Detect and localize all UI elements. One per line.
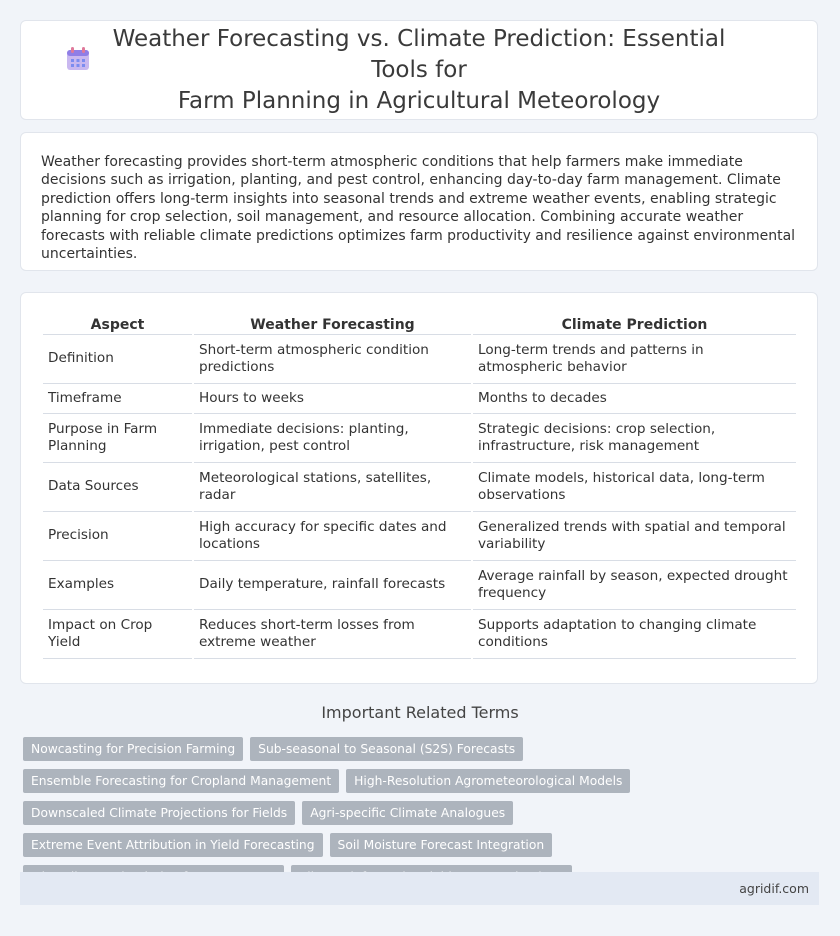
related-terms-list bbox=[23, 737, 803, 889]
cell-weather: High accuracy for specific dates and locations bbox=[194, 512, 471, 561]
page-title-line-1: Weather Forecasting vs. Climate Prediction: Essential Tools for bbox=[112, 25, 726, 83]
title-card bbox=[20, 20, 818, 120]
cell-aspect: Impact on Crop Yield bbox=[43, 610, 192, 659]
cell-weather: Daily temperature, rainfall forecasts bbox=[194, 561, 471, 610]
cell-climate: Supports adaptation to changing climate conditions bbox=[473, 610, 796, 659]
related-terms-title: Important Related Terms bbox=[321, 703, 519, 722]
table-row bbox=[43, 561, 796, 610]
cell-climate: Climate models, historical data, long-term observations bbox=[473, 463, 796, 512]
cell-weather: Hours to weeks bbox=[194, 384, 471, 414]
calendar-icon bbox=[65, 46, 91, 72]
cell-weather: Immediate decisions: planting, irrigation, pest control bbox=[194, 414, 471, 463]
table-row bbox=[43, 610, 796, 659]
related-term-tag[interactable]: Soil Moisture Forecast Integration bbox=[330, 833, 553, 857]
table-row bbox=[43, 384, 796, 414]
cell-climate: Strategic decisions: crop selection, infrastructure, risk management bbox=[473, 414, 796, 463]
cell-aspect: Purpose in Farm Planning bbox=[43, 414, 192, 463]
cell-climate: Months to decades bbox=[473, 384, 796, 414]
comparison-table-card bbox=[20, 292, 818, 684]
comparison-table bbox=[41, 311, 798, 659]
table-row bbox=[43, 512, 796, 561]
footer-site-link[interactable]: agridif.com bbox=[739, 881, 809, 896]
cell-aspect: Data Sources bbox=[43, 463, 192, 512]
cell-climate: Long-term trends and patterns in atmospheric behavior bbox=[473, 335, 796, 384]
cell-aspect: Examples bbox=[43, 561, 192, 610]
cell-climate: Generalized trends with spatial and temporal variability bbox=[473, 512, 796, 561]
related-term-tag[interactable]: Sub-seasonal to Seasonal (S2S) Forecasts bbox=[250, 737, 523, 761]
header-aspect: Aspect bbox=[43, 311, 192, 335]
related-term-tag[interactable]: Downscaled Climate Projections for Fields bbox=[23, 801, 295, 825]
cell-aspect: Definition bbox=[43, 335, 192, 384]
table-header-row bbox=[43, 311, 796, 335]
header-weather-forecasting: Weather Forecasting bbox=[194, 311, 471, 335]
cell-aspect: Timeframe bbox=[43, 384, 192, 414]
related-term-tag[interactable]: Extreme Event Attribution in Yield Forecasting bbox=[23, 833, 323, 857]
related-term-tag[interactable]: High-Resolution Agrometeorological Models bbox=[346, 769, 630, 793]
footer bbox=[20, 872, 819, 905]
related-term-tag[interactable]: Ensemble Forecasting for Cropland Management bbox=[23, 769, 339, 793]
page-title bbox=[21, 24, 817, 117]
cell-weather: Meteorological stations, satellites, radar bbox=[194, 463, 471, 512]
cell-aspect: Precision bbox=[43, 512, 192, 561]
related-term-tag[interactable]: Agri-specific Climate Analogues bbox=[302, 801, 513, 825]
table-row bbox=[43, 414, 796, 463]
cell-climate: Average rainfall by season, expected drought frequency bbox=[473, 561, 796, 610]
intro-paragraph: Weather forecasting provides short-term atmospheric conditions that help farmers make immediate decisions such as irrigation, planting, and pest control, enhancing day-to-day farm management. Climate prediction offers long-term insights into seasonal trends and extreme weather events, enabling strategic planning for crop selection, soil management, and resource allocation. Combining accurate weather forecasts with reliable climate predictions optimizes farm productivity and resilience against environmental uncertainties. bbox=[41, 154, 796, 263]
header-climate-prediction: Climate Prediction bbox=[473, 311, 796, 335]
intro-card bbox=[20, 132, 818, 271]
table-row bbox=[43, 335, 796, 384]
page-title-line-2: Farm Planning in Agricultural Meteorology bbox=[177, 87, 661, 114]
related-term-tag[interactable]: Nowcasting for Precision Farming bbox=[23, 737, 243, 761]
table-row bbox=[43, 463, 796, 512]
cell-weather: Reduces short-term losses from extreme weather bbox=[194, 610, 471, 659]
cell-weather: Short-term atmospheric condition predictions bbox=[194, 335, 471, 384]
